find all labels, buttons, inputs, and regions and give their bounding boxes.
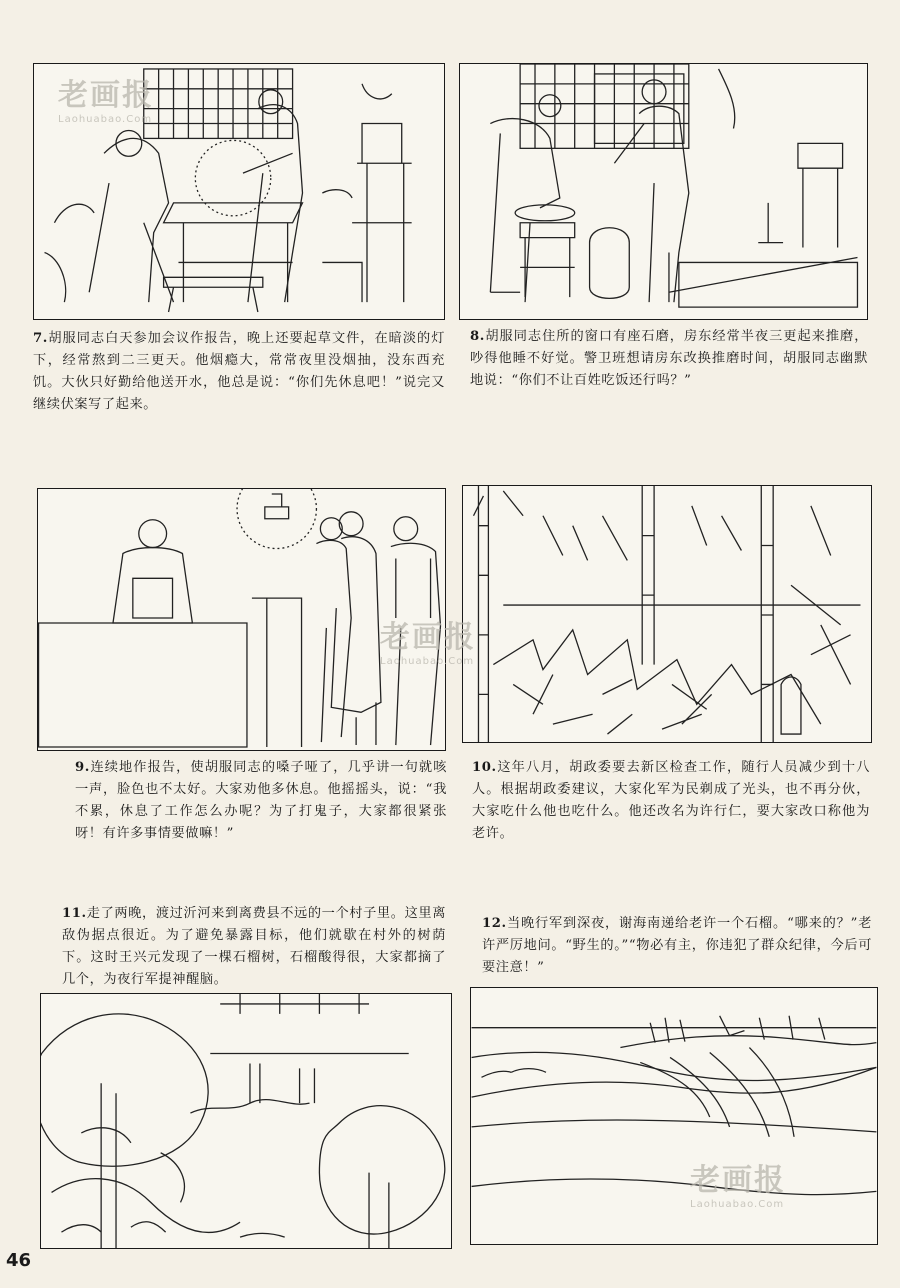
bamboo-grove-drawing	[463, 486, 871, 742]
panel-9-illustration	[37, 488, 446, 751]
caption-10-number: 10.	[472, 760, 497, 775]
panel-7-illustration	[33, 63, 445, 320]
caption-12-text: 当晚行军到深夜，谢海南递给老许一个石榴。“哪来的？”老许严厉地问。“野生的。”“物必有主，你违犯了群众纪律，今后可要注意！”	[482, 916, 872, 975]
caption-10-text: 这年八月，胡政委要去新区检查工作，随行人员减少到十八人。根据胡政委建议，大家化军为民剃成了光头，也不再分伙，大家吃什么他也吃什么。他还改名为许行仁，要大家改口称他为老许。	[472, 760, 870, 841]
watermark-url-text: Laohuabao.Com	[58, 114, 153, 125]
watermark-logo-text: 老画报	[690, 1163, 786, 1198]
watermark-logo-text: 老画报	[58, 78, 154, 113]
caption-9	[75, 757, 447, 845]
watermark-url-text: Laohuabao.Com	[380, 656, 475, 667]
caption-7-text: 胡服同志白天参加会议作报告，晚上还要起草文件，在暗淡的灯下，经常熬到二三更天。他烟瘾大，常常夜里没烟抽，没东西充饥。大伙只好勤给他送开水，他总是说：“你们先休息吧！”说完又继续伏案写了起来。	[33, 331, 445, 412]
caption-11	[62, 903, 446, 991]
caption-7	[33, 328, 445, 416]
caption-8	[470, 326, 868, 392]
panel-11-illustration	[40, 993, 452, 1249]
caption-12-number: 12.	[482, 916, 507, 931]
watermark-logo-text: 老画报	[380, 620, 476, 655]
caption-10	[472, 757, 870, 845]
panel-10-illustration	[462, 485, 872, 743]
night-march-terraces-drawing	[471, 988, 877, 1244]
panel-12-illustration	[470, 987, 878, 1245]
caption-9-text: 连续地作报告，使胡服同志的嗓子哑了，几乎讲一句就咳一声，脸色也不太好。大家劝他多休息。他摇摇头，说：“我不累，休息了工作怎么办呢？为了打鬼子，大家都很紧张呀！有许多事情要做嘛！”	[75, 760, 447, 841]
caption-7-number: 7.	[33, 331, 48, 346]
caption-12	[482, 913, 872, 979]
writing-by-lamp-drawing	[34, 64, 444, 319]
page-number: 46	[6, 1250, 32, 1271]
panel-8-illustration	[459, 63, 868, 320]
caption-11-text: 走了两晚，渡过沂河来到离费县不远的一个村子里。这里离敌伪据点很近。为了避免暴露目标，他们就歇在村外的树荫下。这时王兴元发现了一棵石榴树，石榴酸得很，大家都摘了几个，为夜行军提神醒脑。	[62, 906, 446, 987]
meeting-report-drawing	[38, 489, 445, 750]
watermark-url-text: Laohuabao.Com	[690, 1199, 785, 1210]
caption-8-text: 胡服同志住所的窗口有座石磨，房东经常半夜三更起来推磨，吵得他睡不好觉。警卫班想请房东改换推磨时间，胡服同志幽默地说：“你们不让百姓吃饭还行吗？”	[470, 329, 868, 388]
grinding-mill-window-drawing	[460, 64, 867, 319]
caption-8-number: 8.	[470, 329, 485, 344]
village-trees-drawing	[41, 994, 451, 1248]
caption-11-number: 11.	[62, 906, 87, 921]
caption-9-number: 9.	[75, 760, 90, 775]
